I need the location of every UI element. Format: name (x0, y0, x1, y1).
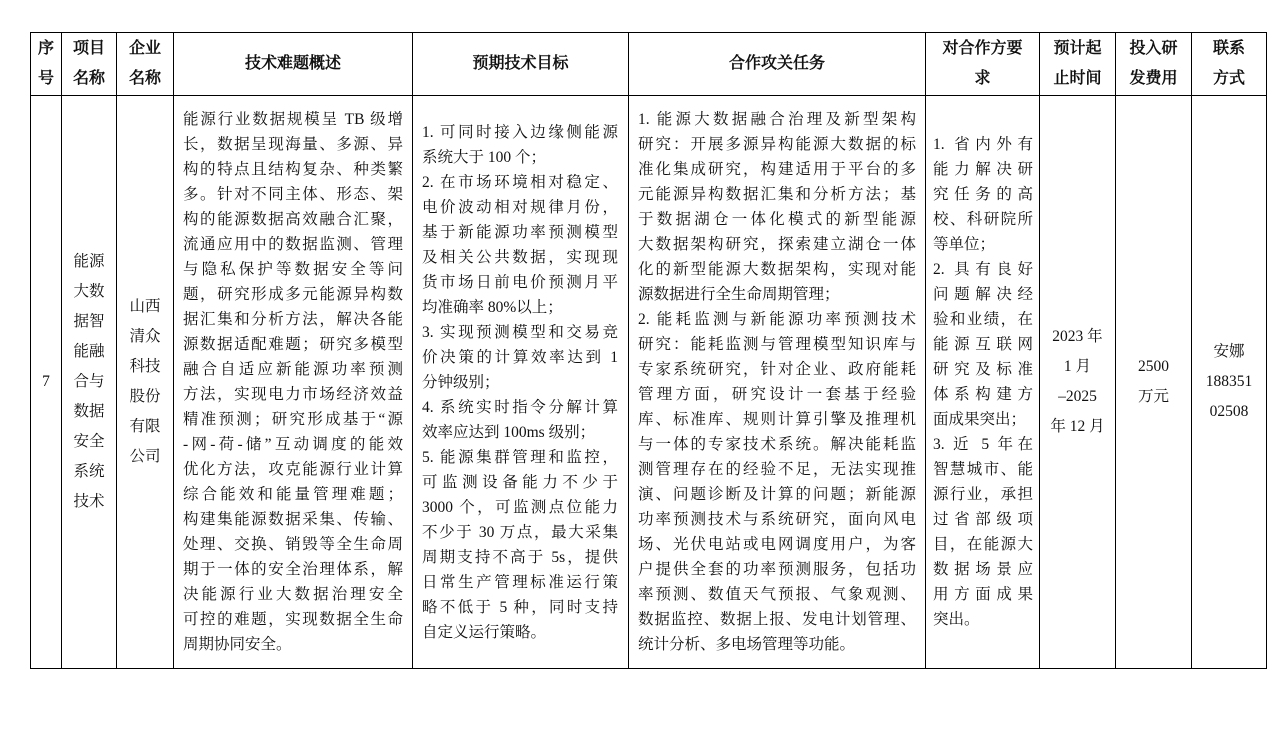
text-line: 188351 (1205, 373, 1253, 390)
text-line: 构建集能源数据采集、传输、 (183, 511, 403, 528)
paragraph (638, 307, 916, 657)
text-line: 源数据适配难题；研究多模型 (183, 336, 403, 353)
text-line: 2. 在市场环境相对稳定、 (422, 173, 618, 191)
text-line: 2. 能耗监测与新能源功率预测技术 (638, 311, 916, 328)
text-line: 合作攻关任务 (728, 55, 825, 72)
text-line: 库、标准库、规则计算引擎及推理机 (638, 411, 916, 428)
text-line: 题，研究形成多元能源异构数 (183, 286, 403, 303)
text-line: 统计分析、多电场管理等功能。 (638, 636, 856, 653)
text-line: 基于新能源功率预测模型 (422, 223, 618, 241)
text-line: 测管理存在的经验不足，无法实现推 (638, 461, 916, 478)
text-line: 可监测设备能力不少于 (422, 473, 618, 491)
text-line: 融合自适应新能源功率预测 (183, 361, 403, 378)
text-line: 可控的难题，实现数据全生命 (183, 611, 403, 628)
text-line: 元能源异构数据汇集和分析方法；基 (638, 186, 916, 203)
text-line: 日常生产管理标准运行策 (422, 573, 618, 591)
project-table (30, 32, 1267, 669)
text-line: 2500 (1138, 358, 1169, 375)
text-line: 目，在能源大 (933, 536, 1033, 553)
text-line: 率预测、数值天气预报、气象观测、 (638, 586, 916, 603)
text-line: 数据监控、数据上报、发电计划管理、 (638, 611, 916, 628)
text-line: 研究：能耗监测与管理模型知识库与 (638, 336, 916, 353)
text-line: 化的新型能源大数据架构，实现对能 (638, 261, 916, 278)
header-company-name (117, 33, 174, 96)
text-line: 系统大于 100 个； (422, 148, 547, 166)
paragraph (422, 170, 618, 320)
text-line: 公司 (129, 448, 161, 465)
text-line: 清众 (129, 328, 161, 345)
text-line: 流通应用中的数据监测、管理 (183, 236, 403, 253)
text-line: 2023 年 (1052, 328, 1103, 345)
paragraph (422, 320, 618, 395)
text-line: 决能源行业大数据治理安全 (183, 586, 403, 603)
text-line: 功率预测技术与系统研究，面向风电 (638, 511, 916, 528)
text-line: 年 12 月 (1050, 418, 1105, 435)
header-period (1040, 33, 1116, 96)
text-line: 5. 能源集群管理和监控， (422, 448, 618, 466)
text-line: 场、光伏电站或电网调度用户，为客 (638, 536, 916, 553)
text-line: 精准预测；研究形成基于“源 (183, 411, 403, 428)
text-line: 企业 (128, 40, 161, 57)
cell-expected-goals (413, 96, 629, 669)
text-line: 智慧城市、能 (933, 461, 1033, 478)
text-line: 技术 (73, 493, 105, 510)
text-line: 求 (974, 70, 991, 87)
paragraph (422, 120, 618, 170)
text-line: 自定义运行策略。 (422, 623, 547, 641)
text-line: 能源互联网 (933, 336, 1033, 353)
text-line: -网-荷-储”互动调度的能效 (183, 436, 403, 453)
text-line: 名称 (72, 70, 105, 87)
text-line: 4. 系统实时指令分解计算 (422, 398, 618, 416)
text-line: 数据 (73, 403, 105, 420)
text-line: 安娜 (1213, 343, 1245, 360)
text-line: 周期支持不高于 5s，提供 (422, 548, 618, 566)
text-line: –2025 (1058, 388, 1097, 405)
header-joint-tasks (629, 33, 926, 96)
text-line: 3. 近 5 年在 (933, 436, 1033, 453)
text-line: 发费用 (1129, 70, 1178, 87)
text-line: 1. 省内外有 (933, 136, 1033, 153)
text-line: 大数 (73, 283, 105, 300)
text-line: 于数据湖仓一体化模式的新型能源 (638, 211, 916, 228)
cell-budget (1116, 96, 1192, 669)
cell-partner-requirements (926, 96, 1040, 669)
text-line: 预计起 (1053, 40, 1102, 57)
header-serial-number (31, 33, 62, 96)
text-line: 山西 (129, 298, 161, 315)
text-line: 专家系统研究，针对企业、政府能耗 (638, 361, 916, 378)
text-line: 1. 可同时接入边缘侧能源 (422, 123, 618, 141)
text-line: 准化集成研究，构建适用于平台的多 (638, 161, 916, 178)
text-line: 源行业，承担 (933, 486, 1033, 503)
text-line: 体系构建方 (933, 386, 1033, 403)
text-line: 止时间 (1053, 70, 1102, 87)
text-line: 综合能效和能量管理难题； (183, 486, 403, 503)
text-line: 构的能源数据高效融合汇聚， (183, 211, 403, 228)
text-line: 大数据架构研究，探索建立湖仓一体 (638, 236, 916, 253)
text-line: 预期技术目标 (472, 55, 569, 72)
text-line: 电价波动相对规律月份， (422, 198, 618, 216)
text-line: 面成果突出； (933, 411, 1027, 428)
text-line: 均准确率 80%以上； (422, 298, 563, 316)
text-line: 02508 (1209, 403, 1249, 420)
text-line: 等单位； (933, 236, 996, 253)
text-line: 名称 (128, 70, 161, 87)
text-line: 究任务的高 (933, 186, 1033, 203)
text-line: 技术难题概述 (244, 55, 341, 72)
text-line: 号 (37, 70, 54, 87)
text-line: 方式 (1212, 70, 1245, 87)
paragraph (422, 395, 618, 445)
text-line: 能力解决研 (933, 161, 1033, 178)
text-line: 不少于 30 万点，最大采集 (422, 523, 618, 541)
text-line: 方法，实现电力市场经济效益 (183, 386, 403, 403)
text-line: 股份 (129, 388, 161, 405)
text-line: 能融 (73, 343, 105, 360)
cell-period (1040, 96, 1116, 669)
text-line: 对合作方要 (942, 40, 1023, 57)
text-line: 演、问题诊断及计算的问题；新能源 (638, 486, 916, 503)
text-line: 3000 个，可监测点位能力 (422, 498, 618, 516)
header-budget (1116, 33, 1192, 96)
text-line: 问题解决经 (933, 286, 1033, 303)
text-line: 过省部级项 (933, 511, 1033, 528)
text-line: 略不低于 5 种，同时支持 (422, 598, 618, 616)
text-line: 管理方面，研究设计一套基于经验 (638, 386, 916, 403)
text-line: 联系 (1212, 40, 1245, 57)
paragraph (422, 445, 618, 645)
cell-contact (1192, 96, 1267, 669)
text-line: 周期协同安全。 (183, 636, 292, 653)
text-line: 项目 (72, 40, 105, 57)
text-line: 据智 (73, 313, 105, 330)
header-expected-goals (413, 33, 629, 96)
text-line: 投入研 (1129, 40, 1178, 57)
text-line: 户提供全套的功率预测服务，包括功 (638, 561, 916, 578)
text-line: 数据场景应 (933, 561, 1033, 578)
header-problem-overview (174, 33, 413, 96)
header-partner-requirements (926, 33, 1040, 96)
table-row (31, 96, 1267, 669)
document-page (30, 32, 1267, 669)
text-line: 效率应达到 100ms 级别； (422, 423, 596, 441)
cell-problem-overview (174, 96, 413, 669)
cell-company-name (117, 96, 174, 669)
text-line: 7 (42, 373, 50, 390)
text-line: 及相关公共数据，实现现 (422, 248, 618, 266)
text-line: 与一体的专家技术系统。解决能耗监 (638, 436, 916, 453)
text-line: 序 (37, 40, 54, 57)
text-line: 构的特点且结构复杂、种类繁 (183, 161, 403, 178)
text-line: 多。针对不同主体、形态、架 (183, 186, 403, 203)
text-line: 安全 (73, 433, 105, 450)
text-line: 处理、交换、销毁等全生命周 (183, 536, 403, 553)
text-line: 万元 (1137, 388, 1169, 405)
text-line: 源数据进行全生命周期管理； (638, 286, 840, 303)
paragraph (933, 132, 1033, 257)
text-line: 与隐私保护等数据安全等问 (183, 261, 403, 278)
text-line: 校、科研院所 (933, 211, 1033, 228)
text-line: 用方面成果 (933, 586, 1033, 603)
text-line: 突出。 (933, 611, 980, 628)
text-line: 长，数据呈现海量、多源、异 (183, 136, 403, 153)
paragraph (933, 257, 1033, 432)
text-line: 优化方法，攻克能源行业计算 (183, 461, 403, 478)
cell-joint-tasks (629, 96, 926, 669)
text-line: 2. 具有良好 (933, 261, 1033, 278)
text-line: 能源行业数据规模呈 TB 级增 (183, 111, 403, 128)
text-line: 系统 (73, 463, 105, 480)
text-line: 研究：开展多源异构能源大数据的标 (638, 136, 916, 153)
cell-project-name (62, 96, 117, 669)
paragraph (933, 432, 1033, 632)
text-line: 价决策的计算效率达到 1 (422, 348, 618, 366)
text-line: 能源 (73, 253, 105, 270)
text-line: 据汇集和分析方法，解决各能 (183, 311, 403, 328)
text-line: 货市场日前电价预测月平 (422, 273, 618, 291)
header-contact (1192, 33, 1267, 96)
text-line: 期于一体的安全治理体系，解 (183, 561, 403, 578)
header-row (31, 33, 1267, 96)
text-line: 合与 (73, 373, 105, 390)
text-line: 有限 (129, 418, 161, 435)
text-line: 研究及标准 (933, 361, 1033, 378)
header-project-name (62, 33, 117, 96)
text-line: 3. 实现预测模型和交易竞 (422, 323, 618, 341)
text-line: 1 月 (1063, 358, 1092, 375)
paragraph (183, 107, 403, 657)
text-line: 1. 能源大数据融合治理及新型架构 (638, 111, 916, 128)
paragraph (638, 107, 916, 307)
text-line: 科技 (129, 358, 161, 375)
text-line: 分钟级别； (422, 373, 500, 391)
cell-serial-number (31, 96, 62, 669)
text-line: 验和业绩，在 (933, 311, 1033, 328)
